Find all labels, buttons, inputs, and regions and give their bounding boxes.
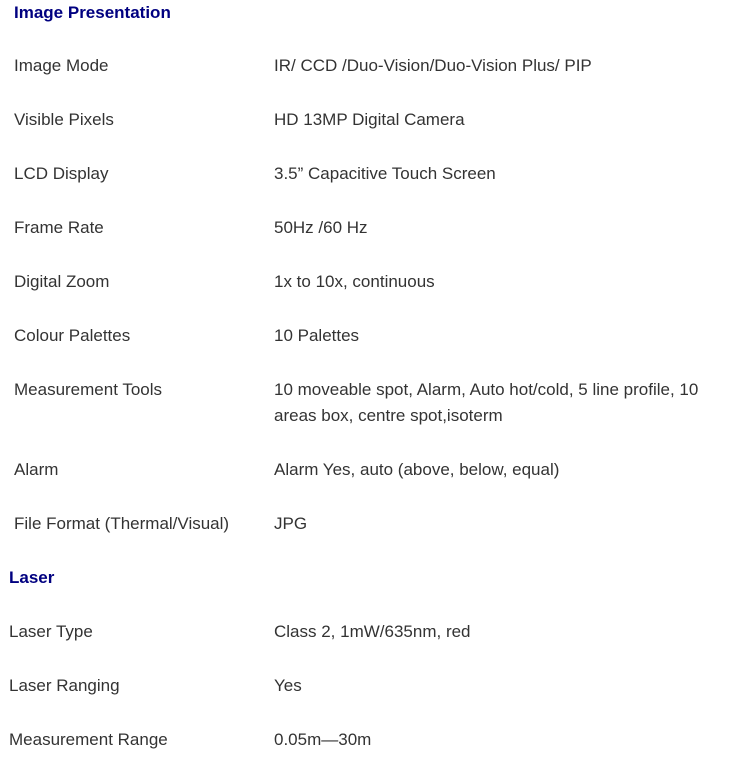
spec-value: 0.05m—30m [274, 730, 372, 749]
spec-value: Class 2, 1mW/635nm, red [274, 622, 471, 641]
spec-label: LCD Display [14, 164, 109, 183]
spec-label: File Format (Thermal/Visual) [14, 514, 230, 533]
spec-label: Alarm [14, 460, 59, 479]
spec-label: Visible Pixels [14, 110, 114, 129]
spec-value: HD 13MP Digital Camera [274, 110, 465, 129]
spec-row-measurement-range [0, 699, 736, 753]
section-title: Image Presentation [14, 3, 171, 22]
spec-value: 1x to 10x, continuous [274, 272, 435, 291]
spec-row-image-mode [0, 26, 736, 79]
spec-row-colour-palettes [0, 295, 736, 349]
spec-label: Laser Ranging [9, 676, 120, 695]
spec-label: Image Mode [14, 56, 109, 75]
spec-row-visible-pixels [0, 79, 736, 133]
spec-row-lcd-display [0, 133, 736, 187]
section-title: Laser [9, 568, 55, 587]
spec-row-file-format [0, 483, 736, 537]
spec-value: 3.5” Capacitive Touch Screen [274, 164, 496, 183]
spec-value: JPG [274, 514, 308, 533]
spec-value: 10 Palettes [274, 326, 360, 345]
section-header-image-presentation [0, 0, 736, 26]
spec-value: Alarm Yes, auto (above, below, equal) [274, 460, 560, 479]
spec-row-laser-ranging [0, 645, 736, 699]
spec-label: Frame Rate [14, 218, 104, 237]
spec-value: IR/ CCD /Duo-Vision/Duo-Vision Plus/ PIP [274, 56, 592, 75]
spec-row-alarm [0, 429, 736, 483]
spec-value: Yes [274, 676, 302, 695]
spec-label: Measurement Tools [14, 380, 163, 399]
spec-value: 50Hz /60 Hz [274, 218, 368, 237]
spec-row-digital-zoom [0, 241, 736, 295]
spec-row-laser-type [0, 591, 736, 645]
spec-row-measurement-tools [0, 349, 736, 429]
spec-label: Measurement Range [9, 730, 168, 749]
spec-label: Digital Zoom [14, 272, 110, 291]
spec-value: 10 moveable spot, Alarm, Auto hot/cold, 5 line profile, 10 areas box, centre spot,isoterm [274, 380, 699, 425]
spec-label: Colour Palettes [14, 326, 131, 345]
spec-label: Laser Type [9, 622, 93, 641]
section-header-laser [0, 537, 736, 591]
spec-row-frame-rate [0, 187, 736, 241]
